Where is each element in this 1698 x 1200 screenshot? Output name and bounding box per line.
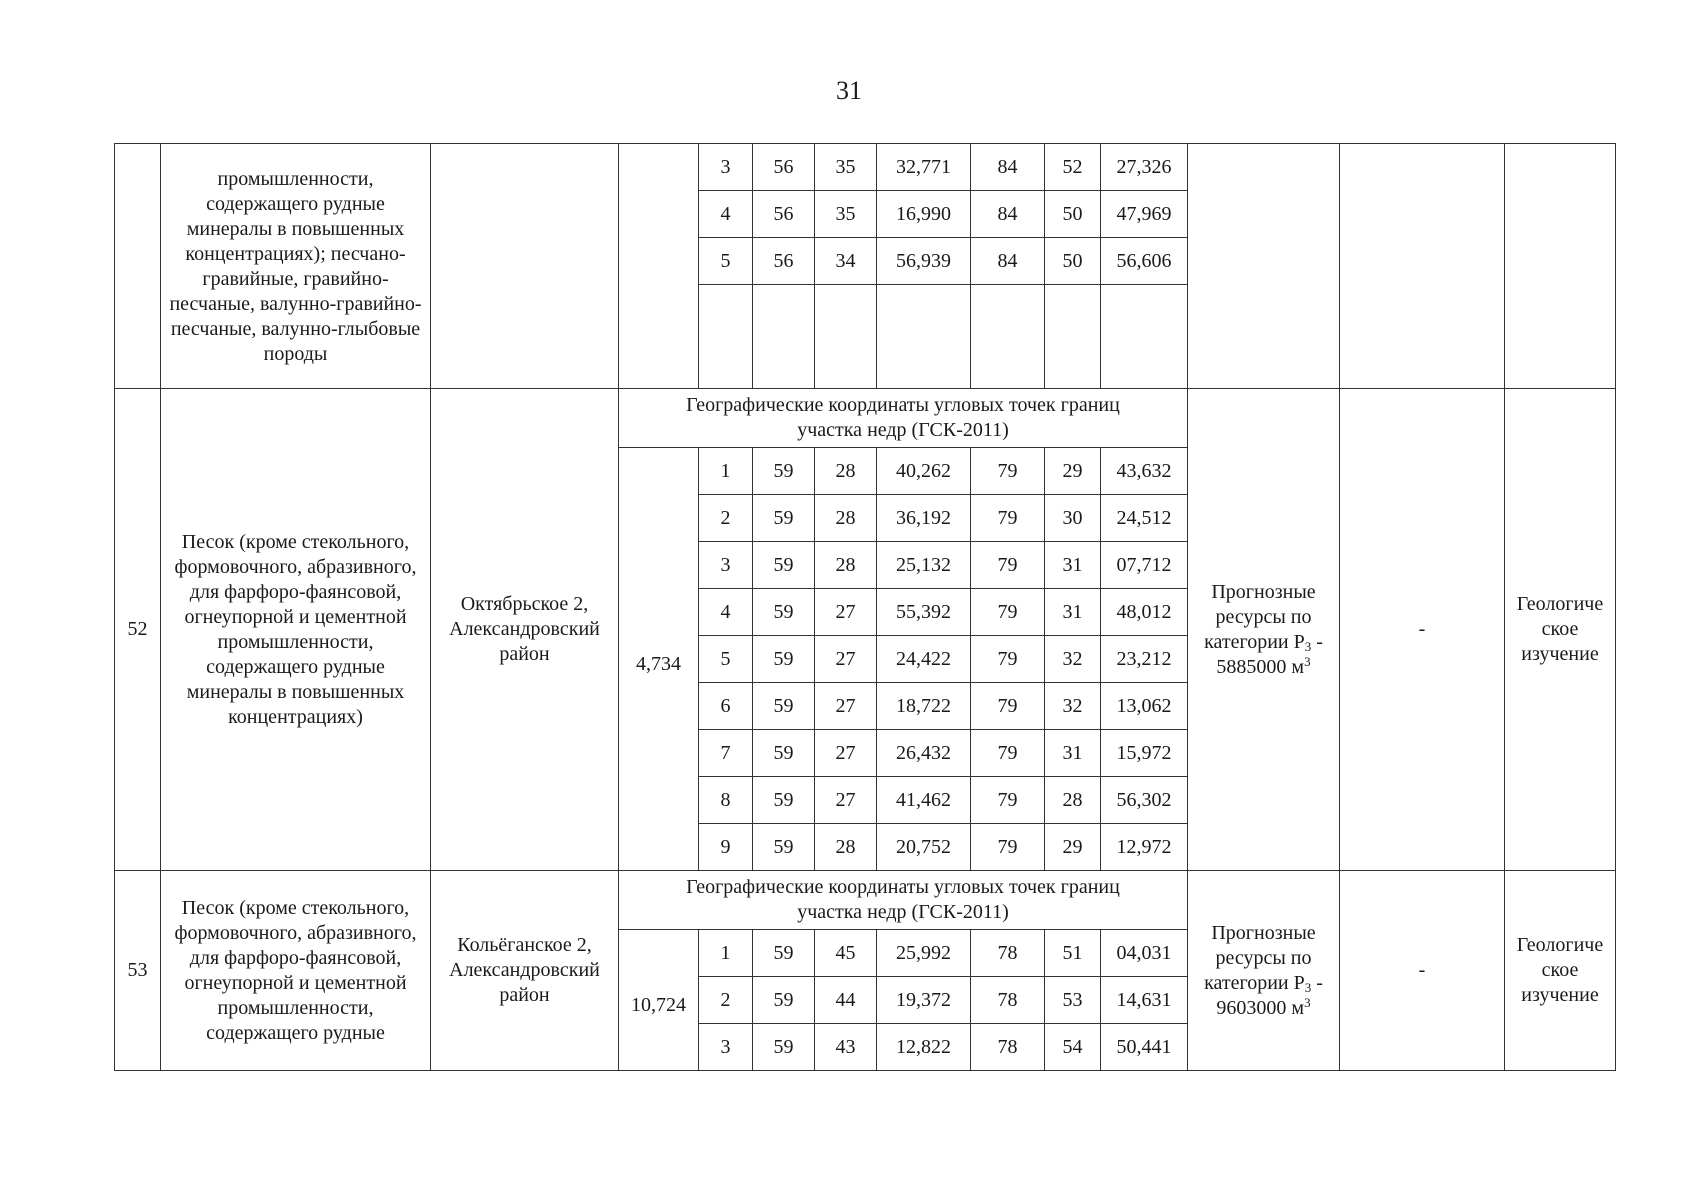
coordinate-cell: 35 bbox=[815, 191, 877, 238]
coordinate-cell: 24,422 bbox=[877, 636, 971, 683]
coordinate-cell: 59 bbox=[753, 777, 815, 824]
coordinate-cell: 1 bbox=[699, 930, 753, 977]
coordinate-cell: 32 bbox=[1045, 683, 1101, 730]
coordinate-cell: 79 bbox=[971, 683, 1045, 730]
category-subscript: 3 bbox=[1304, 979, 1312, 995]
coordinate-cell: 27 bbox=[815, 636, 877, 683]
resources-cell bbox=[1188, 871, 1340, 1071]
coordinate-cell: 28 bbox=[815, 448, 877, 495]
coordinate-cell: 56,939 bbox=[877, 238, 971, 285]
subsoil-registry-table bbox=[114, 143, 1616, 1071]
coordinate-cell: 50,441 bbox=[1101, 1024, 1188, 1071]
coordinate-cell: 5 bbox=[699, 636, 753, 683]
resources-amount: - 9603000 м bbox=[1216, 971, 1323, 1019]
coordinate-cell: 51 bbox=[1045, 930, 1101, 977]
coordinate-cell: 59 bbox=[753, 824, 815, 871]
coordinate-cell: 29 bbox=[1045, 448, 1101, 495]
purpose-cell: Геологиче ское изучение bbox=[1505, 389, 1616, 871]
resource-name-cell: Песок (кроме стекольного, формовочного, абразивного, для фарфоро-фаянсовой, огнеупорной и цементной промышленности, содержащего рудные минералы в повышенных концентрациях) bbox=[161, 389, 431, 871]
table-row bbox=[115, 144, 1616, 191]
coordinate-cell: 36,192 bbox=[877, 495, 971, 542]
coordinate-cell: 56 bbox=[753, 144, 815, 191]
coordinate-cell: 30 bbox=[1045, 495, 1101, 542]
coordinates-header: Географические координаты угловых точек границ участка недр (ГСК-2011) bbox=[619, 389, 1188, 448]
coordinate-cell: 54 bbox=[1045, 1024, 1101, 1071]
coordinate-cell: 79 bbox=[971, 448, 1045, 495]
coordinate-cell: 56 bbox=[753, 191, 815, 238]
coordinate-cell: 79 bbox=[971, 636, 1045, 683]
coordinate-cell: 3 bbox=[699, 542, 753, 589]
coordinate-cell: 31 bbox=[1045, 542, 1101, 589]
coordinate-cell: 47,969 bbox=[1101, 191, 1188, 238]
location-cell: Октябрьское 2, Александровский район bbox=[431, 389, 619, 871]
coordinate-cell: 59 bbox=[753, 495, 815, 542]
coordinate-cell: 78 bbox=[971, 1024, 1045, 1071]
entry-number-cell bbox=[115, 144, 161, 389]
coordinate-cell: 53 bbox=[1045, 977, 1101, 1024]
coordinate-cell: 25,132 bbox=[877, 542, 971, 589]
purpose-cell: Геологиче ское изучение bbox=[1505, 871, 1616, 1071]
resource-name-cell: Песок (кроме стекольного, формовочного, абразивного, для фарфоро-фаянсовой, огнеупорной и цементной промышленности, содержащего рудные bbox=[161, 871, 431, 1071]
coordinate-cell: 84 bbox=[971, 144, 1045, 191]
coordinate-cell: 45 bbox=[815, 930, 877, 977]
notes-cell bbox=[1340, 144, 1505, 389]
unit-superscript: 3 bbox=[1304, 994, 1311, 1010]
coordinate-cell: 4 bbox=[699, 589, 753, 636]
coordinate-cell: 79 bbox=[971, 824, 1045, 871]
coordinate-cell: 19,372 bbox=[877, 977, 971, 1024]
coordinate-cell: 23,212 bbox=[1101, 636, 1188, 683]
coordinate-cell: 52 bbox=[1045, 144, 1101, 191]
coordinate-cell: 18,722 bbox=[877, 683, 971, 730]
location-cell: Кольёганское 2, Александровский район bbox=[431, 871, 619, 1071]
coordinate-cell: 59 bbox=[753, 683, 815, 730]
coordinate-cell: 28 bbox=[815, 495, 877, 542]
area-cell: 10,724 bbox=[619, 930, 699, 1071]
coordinate-cell: 28 bbox=[1045, 777, 1101, 824]
coordinate-cell bbox=[877, 285, 971, 389]
coordinate-cell: 79 bbox=[971, 730, 1045, 777]
coordinate-cell: 27 bbox=[815, 777, 877, 824]
coordinate-cell: 8 bbox=[699, 777, 753, 824]
table-row bbox=[115, 389, 1616, 448]
coordinate-cell: 04,031 bbox=[1101, 930, 1188, 977]
coordinate-cell: 2 bbox=[699, 495, 753, 542]
coordinate-cell bbox=[971, 285, 1045, 389]
resources-text: Прогнозные ресурсы по категории Р bbox=[1204, 580, 1316, 653]
coordinate-cell: 27 bbox=[815, 683, 877, 730]
coordinate-cell: 32 bbox=[1045, 636, 1101, 683]
coordinate-cell: 12,822 bbox=[877, 1024, 971, 1071]
coordinate-cell bbox=[1101, 285, 1188, 389]
coordinate-cell: 12,972 bbox=[1101, 824, 1188, 871]
coordinate-cell: 40,262 bbox=[877, 448, 971, 495]
coordinate-cell: 28 bbox=[815, 824, 877, 871]
coordinate-cell: 3 bbox=[699, 1024, 753, 1071]
coordinate-cell: 50 bbox=[1045, 191, 1101, 238]
coordinate-cell: 43 bbox=[815, 1024, 877, 1071]
notes-cell: - bbox=[1340, 389, 1505, 871]
coordinate-cell: 41,462 bbox=[877, 777, 971, 824]
coordinate-cell: 14,631 bbox=[1101, 977, 1188, 1024]
coordinate-cell: 6 bbox=[699, 683, 753, 730]
coordinate-cell: 56,302 bbox=[1101, 777, 1188, 824]
page-number: 31 bbox=[836, 76, 862, 105]
coordinate-cell: 59 bbox=[753, 930, 815, 977]
coordinate-cell: 78 bbox=[971, 977, 1045, 1024]
notes-cell: - bbox=[1340, 871, 1505, 1071]
coordinate-cell: 59 bbox=[753, 1024, 815, 1071]
coordinate-cell: 56,606 bbox=[1101, 238, 1188, 285]
coordinate-cell: 26,432 bbox=[877, 730, 971, 777]
coordinate-cell: 59 bbox=[753, 636, 815, 683]
coordinate-cell: 7 bbox=[699, 730, 753, 777]
resources-cell bbox=[1188, 144, 1340, 389]
coordinate-cell: 59 bbox=[753, 730, 815, 777]
coordinate-cell: 50 bbox=[1045, 238, 1101, 285]
coordinate-cell: 59 bbox=[753, 542, 815, 589]
resources-amount: - 5885000 м bbox=[1216, 630, 1323, 678]
coordinate-cell: 78 bbox=[971, 930, 1045, 977]
entry-number-cell: 53 bbox=[115, 871, 161, 1071]
coordinate-cell: 34 bbox=[815, 238, 877, 285]
coordinate-cell: 24,512 bbox=[1101, 495, 1188, 542]
coordinate-cell: 1 bbox=[699, 448, 753, 495]
coordinate-cell: 55,392 bbox=[877, 589, 971, 636]
coordinate-cell bbox=[753, 285, 815, 389]
coordinate-cell: 31 bbox=[1045, 589, 1101, 636]
coordinate-cell: 3 bbox=[699, 144, 753, 191]
coordinate-cell: 29 bbox=[1045, 824, 1101, 871]
coordinate-cell: 32,771 bbox=[877, 144, 971, 191]
unit-superscript: 3 bbox=[1304, 653, 1311, 669]
coordinate-cell: 07,712 bbox=[1101, 542, 1188, 589]
coordinate-cell: 13,062 bbox=[1101, 683, 1188, 730]
coordinate-cell: 9 bbox=[699, 824, 753, 871]
coordinate-cell: 27,326 bbox=[1101, 144, 1188, 191]
continuation-section bbox=[115, 144, 1616, 389]
coordinate-cell: 20,752 bbox=[877, 824, 971, 871]
coordinate-cell bbox=[815, 285, 877, 389]
coordinate-cell: 35 bbox=[815, 144, 877, 191]
coordinate-cell: 84 bbox=[971, 238, 1045, 285]
coordinate-cell: 56 bbox=[753, 238, 815, 285]
purpose-cell bbox=[1505, 144, 1616, 389]
coordinate-cell: 16,990 bbox=[877, 191, 971, 238]
coordinate-cell: 48,012 bbox=[1101, 589, 1188, 636]
coordinate-cell bbox=[1045, 285, 1101, 389]
coordinate-cell: 15,972 bbox=[1101, 730, 1188, 777]
category-subscript: 3 bbox=[1304, 638, 1312, 654]
coordinate-cell: 31 bbox=[1045, 730, 1101, 777]
coordinate-cell: 59 bbox=[753, 589, 815, 636]
coordinate-cell: 44 bbox=[815, 977, 877, 1024]
entry-number-cell: 52 bbox=[115, 389, 161, 871]
coordinate-cell: 59 bbox=[753, 448, 815, 495]
coordinate-cell: 4 bbox=[699, 191, 753, 238]
coordinates-header: Географические координаты угловых точек границ участка недр (ГСК-2011) bbox=[619, 871, 1188, 930]
coordinate-cell: 79 bbox=[971, 542, 1045, 589]
coordinate-cell: 5 bbox=[699, 238, 753, 285]
coordinate-cell: 25,992 bbox=[877, 930, 971, 977]
coordinate-cell: 79 bbox=[971, 777, 1045, 824]
area-cell: 4,734 bbox=[619, 448, 699, 871]
coordinate-cell: 27 bbox=[815, 589, 877, 636]
resources-text: Прогнозные ресурсы по категории Р bbox=[1204, 921, 1316, 994]
coordinate-cell: 43,632 bbox=[1101, 448, 1188, 495]
coordinate-cell: 28 bbox=[815, 542, 877, 589]
coordinate-cell: 84 bbox=[971, 191, 1045, 238]
coordinate-cell: 27 bbox=[815, 730, 877, 777]
area-cell bbox=[619, 144, 699, 389]
coordinate-cell: 2 bbox=[699, 977, 753, 1024]
entries-section bbox=[115, 389, 1616, 1071]
coordinate-cell: 59 bbox=[753, 977, 815, 1024]
coordinate-cell: 79 bbox=[971, 589, 1045, 636]
table-row bbox=[115, 871, 1616, 930]
resource-name-cell: промышленности, содержащего рудные минералы в повышенных концентрациях); песчано-гравийные, гравийно-песчаные, валунно-гравийно-песчаные, валунно-глыбовые породы bbox=[161, 144, 431, 389]
coordinate-cell bbox=[699, 285, 753, 389]
location-cell bbox=[431, 144, 619, 389]
resources-cell bbox=[1188, 389, 1340, 871]
coordinate-cell: 79 bbox=[971, 495, 1045, 542]
